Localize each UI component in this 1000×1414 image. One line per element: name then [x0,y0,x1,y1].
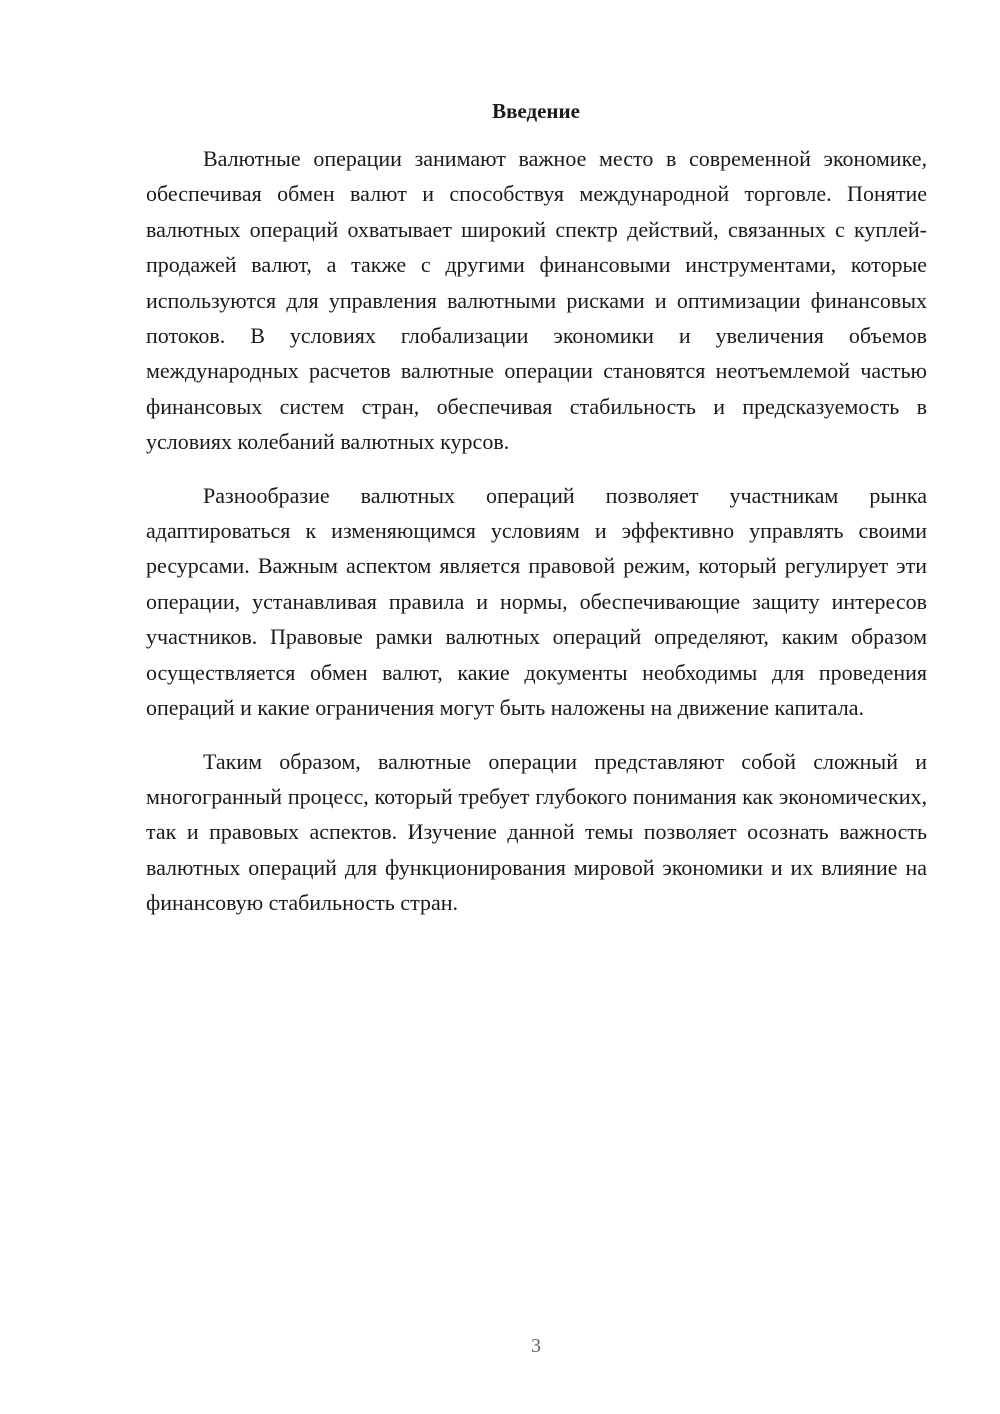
section-heading: Введение [492,99,580,123]
page-number: 3 [531,1335,541,1357]
body-text [146,141,927,939]
paragraph-1: Валютные операции занимают важное место в современной экономике, обеспечивая обмен валют и способствуя международной торговле. Понятие валютных операций охватывает широкий спектр действий, связанных с куплей-продажей валют, а также с другими финансовыми инструментами, которые используются для управления валютными рисками и оптимизации финансовых потоков. В условиях глобализации экономики и увеличения объемов международных расчетов валютные операции становятся неотъемлемой частью финансовых систем стран, обеспечивая стабильность и предсказуемость в условиях колебаний валютных курсов. [146,146,927,455]
paragraph-2: Разнообразие валютных операций позволяет участникам рынка адаптироваться к изменяющимся условиям и эффективно управлять своими ресурсами. Важным аспектом является правовой режим, который регулирует эти операции, устанавливая правила и нормы, обеспечивающие защиту интересов участников. Правовые рамки валютных операций определяют, каким образом осуществляется обмен валют, какие документы необходимы для проведения операций и какие ограничения могут быть наложены на движение капитала. [146,482,927,721]
paragraph-3: Таким образом, валютные операции представляют собой сложный и многогранный процесс, который требует глубокого понимания как экономических, так и правовых аспектов. Изучение данной темы позволяет осознать важность валютных операций для функционирования мировой экономики и их влияние на финансовую стабильность стран. [146,748,927,916]
